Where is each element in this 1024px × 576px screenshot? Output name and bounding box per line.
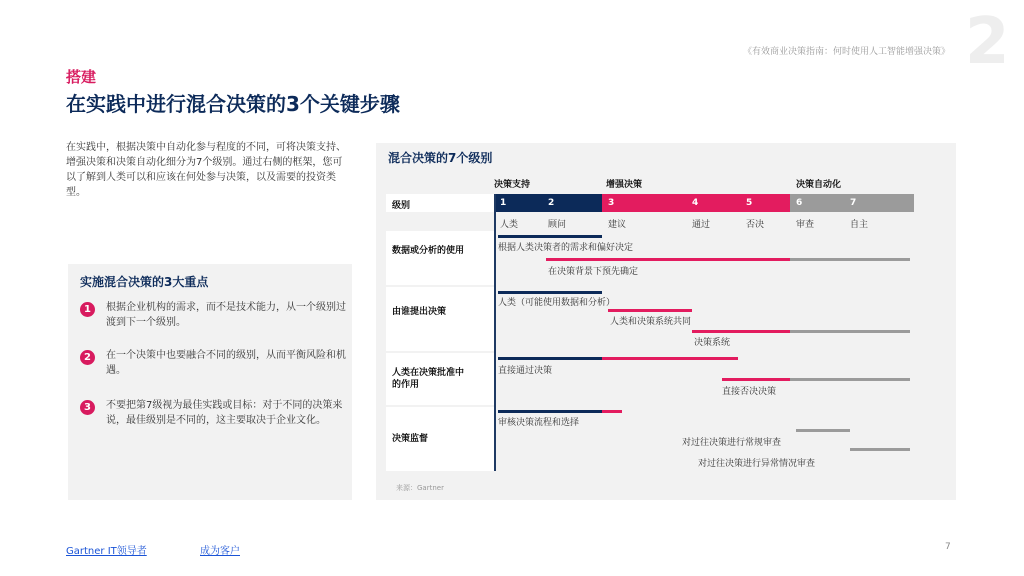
- bar-row1-augmented: [608, 309, 692, 312]
- point-text: 根据企业机构的需求，而不是技术能力，从一个级别过渡到下一个级别。: [106, 302, 346, 328]
- bar-row3-support: [498, 410, 602, 413]
- bar-row2-automation: [790, 378, 910, 381]
- source-note: 来源：Gartner: [396, 484, 444, 492]
- level-row-label: 级别: [392, 201, 411, 211]
- bar-label: 直接通过决策: [498, 366, 553, 376]
- bar-row3-automation: [850, 448, 910, 451]
- row-label-data-use: 数据或分析的使用: [392, 246, 465, 256]
- bar-row2-augmented: [722, 378, 790, 381]
- bar-label: 决策系统: [694, 338, 731, 348]
- level-number: 6: [796, 198, 803, 208]
- row-label-box: [386, 287, 494, 351]
- intro-text: 在实践中，根据决策中自动化参与程度的不同，可将决策支持、增强决策和决策自动化细分为7个级别。通过右侧的框架，您可以了解到人类可以和应该在何处参与决策，以及需要的投资类型。: [66, 142, 346, 198]
- page-title: 在实践中进行混合决策的3个关键步骤: [66, 92, 400, 116]
- level-number: 3: [608, 198, 615, 208]
- bar-label: 对过往决策进行异常情况审查: [698, 459, 816, 469]
- level-name: 否决: [746, 220, 765, 230]
- bar-label: 人类和决策系统共同: [610, 317, 692, 327]
- row-label-box: [386, 231, 494, 285]
- chart-title: 混合决策的7个级别: [388, 151, 493, 165]
- guide-title: 《有效商业决策指南：何时使用人工智能增强决策》: [742, 47, 950, 57]
- bar-row1-support: [498, 291, 602, 294]
- focus-panel: [68, 264, 352, 500]
- group-label-automation: 决策自动化: [796, 180, 842, 190]
- bar-label: 在决策背景下预先确定: [548, 267, 639, 277]
- footer-link-become-client[interactable]: 成为客户: [200, 546, 240, 557]
- level-number: 4: [692, 198, 699, 208]
- level-number: 5: [746, 198, 753, 208]
- bar-row2-augmented: [602, 357, 738, 360]
- axis-line: [494, 194, 496, 471]
- level-name: 人类: [500, 220, 519, 230]
- group-label-support: 决策支持: [494, 180, 531, 190]
- bar-row1-augmented: [692, 330, 790, 333]
- level-number: 2: [548, 198, 555, 208]
- level-name: 审查: [796, 220, 815, 230]
- bar-row3-automation: [796, 429, 850, 432]
- bar-label: 审核决策流程和选择: [498, 418, 580, 428]
- levels-chart: [376, 143, 956, 500]
- bar-label: 人类（可能使用数据和分析）: [498, 298, 616, 308]
- level-number: 7: [850, 198, 857, 208]
- row-label-proposer: 由谁提出决策: [392, 307, 447, 317]
- page-number: 7: [945, 542, 951, 552]
- group-label-augmented: 增强决策: [606, 180, 643, 190]
- bar-label: 对过往决策进行常规审查: [682, 438, 782, 448]
- bar-row3-augmented: [602, 410, 622, 413]
- bar-row0-automation: [790, 258, 910, 261]
- point-number: 2: [80, 350, 95, 365]
- point-number: 3: [80, 400, 95, 415]
- kicker: 搭建: [66, 68, 97, 86]
- level-name: 通过: [692, 220, 711, 230]
- point-text: 不要把第7级视为最佳实践或目标：对于不同的决策来说，最佳级别是不同的，这主要取决于企业文化。: [106, 400, 343, 426]
- level-name: 顾问: [548, 220, 567, 230]
- point-number: 1: [80, 302, 95, 317]
- level-name: 自主: [850, 220, 869, 230]
- bar-row2-support: [498, 357, 602, 360]
- level-name: 建议: [608, 220, 627, 230]
- footer-link-it-leaders[interactable]: Gartner IT领导者: [66, 546, 147, 557]
- bar-row0-support: [498, 235, 602, 238]
- focus-title: 实施混合决策的3大重点: [80, 275, 209, 289]
- row-label-approval: 人类在决策批准中的作用: [392, 368, 465, 390]
- bar-row0-augmented: [546, 258, 790, 261]
- bar-label: 根据人类决策者的需求和偏好决定: [498, 243, 634, 253]
- row-label-oversight: 决策监督: [392, 434, 429, 444]
- level-number: 1: [500, 198, 507, 208]
- bar-label: 直接否决决策: [722, 387, 777, 397]
- point-text: 在一个决策中也要融合不同的级别，从而平衡风险和机遇。: [106, 350, 346, 376]
- bar-row1-automation: [790, 330, 910, 333]
- section-number: 2: [965, 5, 1010, 79]
